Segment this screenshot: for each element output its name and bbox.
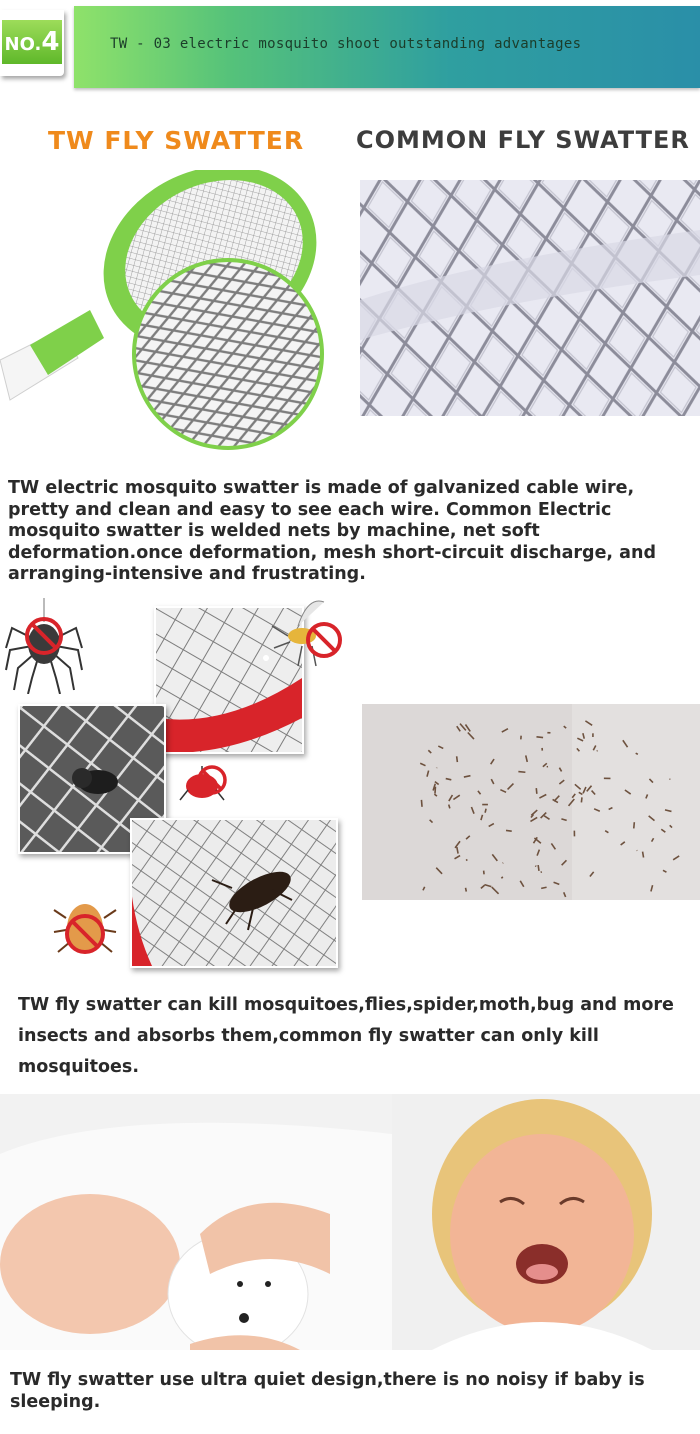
bug-no-icon <box>178 760 232 806</box>
beetle-no-icon <box>52 888 122 964</box>
crying-baby-photo <box>392 1094 700 1350</box>
material-description: TW electric mosquito swatter is made of galvanized cable wire, pretty and clean and easy to see each wire. Common Electric mosquito swatter is welded nets by machine, net soft deformation.once deformation, mesh short-circuit discharge, and arranging-intensive and frustrating. <box>8 478 656 585</box>
roach-on-mesh-photo <box>130 818 338 968</box>
tw-racket-image <box>0 170 340 470</box>
tw-swatter-label: TW FLY SWATTER <box>48 126 305 155</box>
spider-no-icon <box>4 598 84 694</box>
quiet-design-description: TW fly swatter use ultra quiet design,there is no noisy if baby is sleeping. <box>10 1370 645 1412</box>
insects-description: TW fly swatter can kill mosquitoes,flies,spider,moth,bug and more insects and absorbs them,common fly swatter can only kill mosquitoes. <box>18 995 674 1077</box>
section-number-badge: NO.4 <box>0 10 64 76</box>
common-mesh-image <box>360 180 700 416</box>
common-swatter-label: COMMON FLY SWATTER <box>356 126 690 154</box>
sleeping-baby-photo <box>0 1094 392 1350</box>
header-title: TW - 03 electric mosquito shoot outstanding advantages <box>110 36 582 52</box>
mosquito-no-icon <box>268 596 348 672</box>
dead-insects-photo <box>362 704 700 900</box>
